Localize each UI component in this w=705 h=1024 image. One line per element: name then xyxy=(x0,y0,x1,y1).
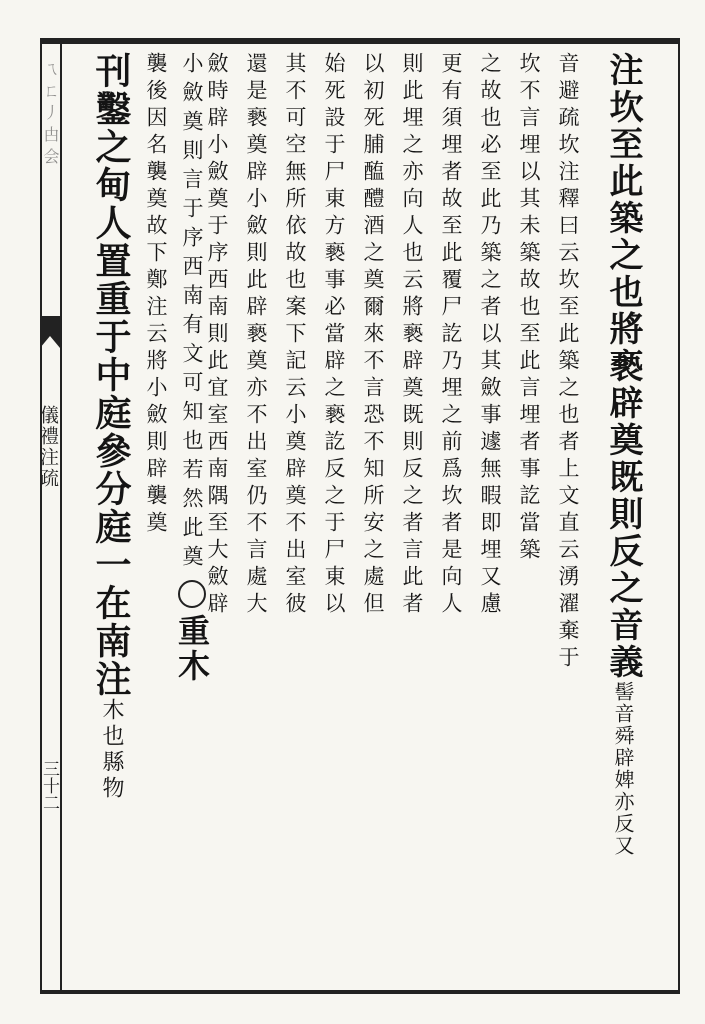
text-column-4: 之故也必至此乃築之者以其斂事遽無暇即埋又慮 xyxy=(478,52,502,619)
text-column-14 xyxy=(82,52,134,982)
text-column-11: 斂時辟小斂奠于序西南則此宜室西南隅至大斂辟 xyxy=(205,52,229,619)
annotation-text: 木也縣物 xyxy=(99,698,124,802)
fish-tail-notch xyxy=(40,336,60,348)
text-column-9: 其不可空無所依故也案下記云小奠辟奠不出室彼 xyxy=(283,52,307,619)
main-text: 重木 xyxy=(173,614,211,684)
text-column-6: 則此埋之亦向人也云將褻辟奠既則反之者言此者 xyxy=(400,52,424,619)
text-column-3: 坎不言埋以其未築故也至此言埋者事訖當築 xyxy=(517,52,541,565)
spine-divider xyxy=(60,42,62,992)
text-column-10: 還是褻奠辟小斂則此辟褻奠亦不出室仍不言處大 xyxy=(244,52,268,619)
main-text: 刊鑿之甸人置重于中庭參分庭一在南注 xyxy=(90,52,132,698)
main-text: 注坎至此築之也將褻辟奠既則反之音義 xyxy=(603,52,643,681)
annotation-text: 小斂奠則言于序西南有文可知也若然此奠 xyxy=(180,52,204,574)
text-column-5: 更有須埋者故至此覆尸訖乃埋之前爲坎者是向人 xyxy=(439,52,463,619)
faint-margin-text: ㄟㄈ丿甴会 xyxy=(41,60,60,170)
book-title: 儀禮注疏 xyxy=(37,405,59,489)
text-column-1 xyxy=(600,52,646,982)
text-column-13: 襲後因名襲奠故下鄭注云將小斂則辟襲奠 xyxy=(144,52,168,538)
text-column-8: 始死設于尸東方褻事必當辟之褻訖反之于尸東以 xyxy=(322,52,346,619)
circle-separator-mark xyxy=(178,580,206,608)
folio-number: 三十二 xyxy=(39,760,59,811)
annotation-text: 髻音舜辟婢亦反又 xyxy=(611,681,635,857)
text-column-2: 音避疏坎注釋曰云坎至此築之也者上文直云湧濯棄于 xyxy=(556,52,580,673)
fish-tail-mark xyxy=(40,316,60,336)
text-column-7: 以初死脯醢醴酒之奠爾來不言恐不知所安之處但 xyxy=(361,52,385,619)
